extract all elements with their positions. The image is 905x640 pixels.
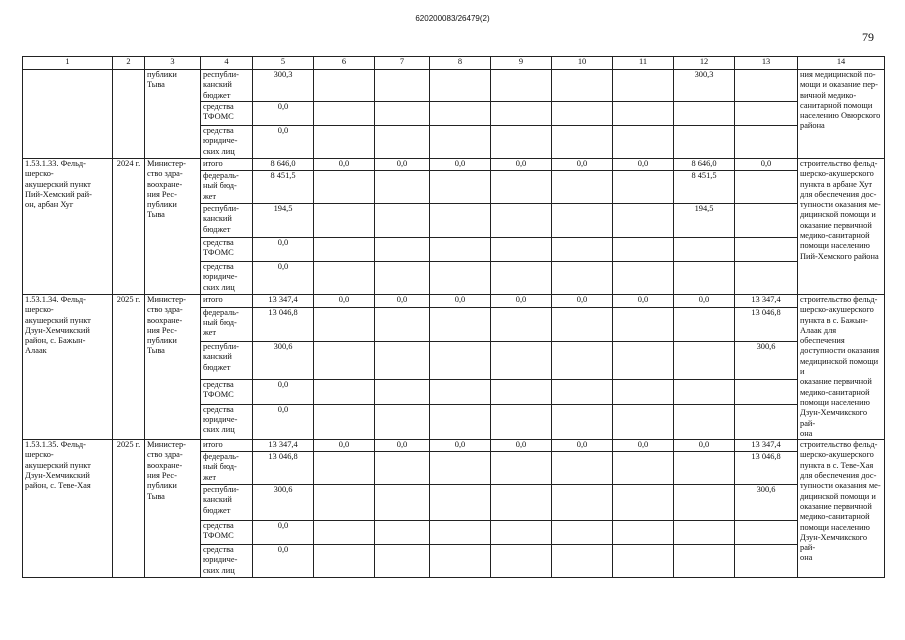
empty-cell [375,70,430,102]
period-value-cell: 0,0 [314,440,375,452]
table-row [23,295,885,308]
total-cell: 13 347,4 [253,440,314,452]
year-2025-cell [735,171,798,204]
period-value-cell: 0,0 [613,295,674,308]
year-2025-cell: 13 046,8 [735,452,798,485]
table-row [23,70,885,102]
period-value-cell [430,452,491,485]
funding-source-cell: республи- канский бюджет [201,341,253,379]
period-value-cell [613,379,674,404]
year-2025-cell: 300,6 [735,485,798,521]
column-header: 14 [798,57,885,70]
year-2024-cell: 0,0 [674,295,735,308]
period-value-cell [613,452,674,485]
period-value-cell [552,238,613,262]
period-value-cell [613,307,674,341]
total-cell: 0,0 [253,521,314,545]
year-cell: 2025 г. [113,440,145,578]
period-value-cell [430,521,491,545]
period-value-cell [552,171,613,204]
period-value-cell [491,485,552,521]
year-cell: 2025 г. [113,295,145,440]
period-value-cell [430,171,491,204]
period-value-cell [375,485,430,521]
year-2024-cell [674,307,735,341]
year-2024-cell [674,262,735,295]
funding-source-cell: итого [201,440,253,452]
year-2025-cell [735,262,798,295]
period-value-cell [314,204,375,238]
period-value-cell [375,307,430,341]
executor-cell: публики Тыва [145,70,201,159]
period-value-cell [314,341,375,379]
funding-source-cell: федераль- ный бюд- жет [201,452,253,485]
column-header: 3 [145,57,201,70]
total-cell: 0,0 [253,545,314,578]
period-value-cell [375,545,430,578]
period-value-cell [491,171,552,204]
funding-source-cell: республи- канский бюджет [201,204,253,238]
result-cell: строительство фельд- шерско-акушерского пункта в с. Теве-Хая для обеспечения дос- тупности оказания ме- дицинской помощи и оказание первичной медико-санитарной помощи населению Дзун-Хемчикского рай- она [798,440,885,578]
year-2025-cell [735,204,798,238]
period-value-cell [430,307,491,341]
year-2024-cell: 8 451,5 [674,171,735,204]
period-value-cell [613,485,674,521]
total-cell: 8 646,0 [253,159,314,171]
year-cell: 2024 г. [113,159,145,295]
funding-source-cell: средства юридиче- ских лиц [201,262,253,295]
period-value-cell: 0,0 [491,440,552,452]
period-value-cell [314,545,375,578]
funding-source-cell: итого [201,295,253,308]
funding-source-cell: средства юридиче- ских лиц [201,545,253,578]
column-header: 13 [735,57,798,70]
column-header: 9 [491,57,552,70]
period-value-cell [491,521,552,545]
period-value-cell [430,204,491,238]
year-2025-cell: 0,0 [735,159,798,171]
column-header: 11 [613,57,674,70]
empty-cell [314,126,375,159]
period-value-cell [491,238,552,262]
period-value-cell: 0,0 [314,295,375,308]
period-value-cell [430,341,491,379]
period-value-cell [552,262,613,295]
year-2024-cell [674,379,735,404]
period-value-cell: 0,0 [552,295,613,308]
period-value-cell [375,204,430,238]
period-value-cell [552,452,613,485]
period-value-cell [613,521,674,545]
column-header-row [23,57,885,70]
year-2025-cell [735,521,798,545]
empty-cell [375,102,430,126]
executor-cell: Министер- ство здра- воохране- ния Рес- публики Тыва [145,159,201,295]
period-value-cell [552,404,613,440]
period-value-cell [491,379,552,404]
period-value-cell [430,238,491,262]
year-2024-cell [674,126,735,159]
period-value-cell [375,452,430,485]
project-name-cell: 1.53.1.33. Фельд- шерско- акушерский пункт Пий-Хемский рай- он, арбан Хуг [23,159,113,295]
total-cell: 0,0 [253,379,314,404]
period-value-cell [375,262,430,295]
year-2025-cell [735,126,798,159]
period-value-cell: 0,0 [430,440,491,452]
period-value-cell [491,452,552,485]
total-cell: 300,6 [253,341,314,379]
period-value-cell [430,262,491,295]
column-header: 6 [314,57,375,70]
column-header: 12 [674,57,735,70]
year-2025-cell: 300,6 [735,341,798,379]
period-value-cell [552,307,613,341]
total-cell: 0,0 [253,238,314,262]
empty-cell [491,102,552,126]
project-name-cell [23,70,113,159]
empty-cell [491,70,552,102]
period-value-cell [613,171,674,204]
empty-cell [552,102,613,126]
total-cell: 194,5 [253,204,314,238]
result-cell: строительство фельд- шерско-акушерского пункта в с. Бажын- Алаак для обеспечения доступности оказания медицинской помощи и оказание первичной медико-санитарной помощи населению Дзун-Хемчикского рай- она [798,295,885,440]
empty-cell [430,102,491,126]
executor-cell: Министер- ство здра- воохране- ния Рес- публики Тыва [145,440,201,578]
period-value-cell [552,485,613,521]
year-2024-cell: 300,3 [674,70,735,102]
empty-cell [552,126,613,159]
period-value-cell [552,379,613,404]
year-2024-cell [674,341,735,379]
empty-cell [375,126,430,159]
year-2024-cell [674,452,735,485]
year-2025-cell [735,102,798,126]
total-cell: 13 046,8 [253,452,314,485]
funding-source-cell: средства юридиче- ских лиц [201,404,253,440]
period-value-cell [613,238,674,262]
column-header: 10 [552,57,613,70]
year-2024-cell: 8 646,0 [674,159,735,171]
funding-source-cell: средства юридиче- ских лиц [201,126,253,159]
period-value-cell [314,379,375,404]
year-2025-cell [735,379,798,404]
funding-source-cell: средства ТФОМС [201,521,253,545]
year-2024-cell [674,545,735,578]
period-value-cell [314,485,375,521]
document-id: 620200083/26479(2) [415,14,490,23]
period-value-cell [552,204,613,238]
total-cell: 0,0 [253,262,314,295]
period-value-cell [430,404,491,440]
period-value-cell: 0,0 [552,440,613,452]
period-value-cell [613,262,674,295]
empty-cell [613,70,674,102]
period-value-cell [430,545,491,578]
year-2024-cell [674,102,735,126]
column-header: 1 [23,57,113,70]
period-value-cell [491,262,552,295]
project-name-cell: 1.53.1.35. Фельд- шерско- акушерский пункт Дзун-Хемчикский район, с. Теве-Хая [23,440,113,578]
period-value-cell [613,404,674,440]
total-cell: 300,3 [253,70,314,102]
budget-table [22,56,885,578]
year-2024-cell [674,485,735,521]
total-cell: 0,0 [253,126,314,159]
period-value-cell [552,521,613,545]
project-name-cell: 1.53.1.34. Фельд- шерско- акушерский пункт Дзун-Хемчикский район, с. Бажын- Алаак [23,295,113,440]
funding-source-cell: итого [201,159,253,171]
empty-cell [314,70,375,102]
period-value-cell [491,307,552,341]
total-cell: 8 451,5 [253,171,314,204]
year-2025-cell: 13 347,4 [735,440,798,452]
year-2025-cell [735,545,798,578]
period-value-cell [430,485,491,521]
period-value-cell [314,521,375,545]
total-cell: 13 046,8 [253,307,314,341]
year-2025-cell: 13 046,8 [735,307,798,341]
funding-source-cell: федераль- ный бюд- жет [201,171,253,204]
period-value-cell [375,171,430,204]
period-value-cell [613,545,674,578]
year-2024-cell: 0,0 [674,440,735,452]
period-value-cell: 0,0 [491,159,552,171]
column-header: 7 [375,57,430,70]
funding-source-cell: республи- канский бюджет [201,70,253,102]
result-cell: строительство фельд- шерско-акушерского пункта в арбане Хут для обеспечения дос- тупности оказания ме- дицинской помощи и оказание первичной медико-санитарной помощи населению Пий-Хемского района [798,159,885,295]
period-value-cell: 0,0 [491,295,552,308]
total-cell: 13 347,4 [253,295,314,308]
period-value-cell [491,341,552,379]
empty-cell [314,102,375,126]
period-value-cell [430,379,491,404]
year-2025-cell [735,70,798,102]
period-value-cell: 0,0 [430,159,491,171]
period-value-cell [552,545,613,578]
period-value-cell [491,545,552,578]
column-header: 8 [430,57,491,70]
year-2025-cell: 13 347,4 [735,295,798,308]
period-value-cell [491,404,552,440]
period-value-cell [613,341,674,379]
period-value-cell [314,452,375,485]
period-value-cell [314,307,375,341]
period-value-cell [375,341,430,379]
table-row [23,159,885,171]
empty-cell [430,126,491,159]
year-2024-cell [674,238,735,262]
funding-source-cell: средства ТФОМС [201,238,253,262]
period-value-cell: 0,0 [375,295,430,308]
total-cell: 300,6 [253,485,314,521]
empty-cell [552,70,613,102]
result-cell: ния медицинской по- мощи и оказание пер- вичной медико- санитарной помощи населению Овюрского района [798,70,885,159]
table-row [23,440,885,452]
period-value-cell [552,341,613,379]
period-value-cell [375,404,430,440]
period-value-cell [375,238,430,262]
period-value-cell [314,171,375,204]
column-header: 4 [201,57,253,70]
year-2025-cell [735,404,798,440]
period-value-cell: 0,0 [314,159,375,171]
empty-cell [430,70,491,102]
period-value-cell [314,404,375,440]
funding-source-cell: средства ТФОМС [201,102,253,126]
period-value-cell [375,521,430,545]
period-value-cell [491,204,552,238]
total-cell: 0,0 [253,404,314,440]
executor-cell: Министер- ство здра- воохране- ния Рес- публики Тыва [145,295,201,440]
period-value-cell: 0,0 [375,440,430,452]
period-value-cell: 0,0 [375,159,430,171]
period-value-cell [314,238,375,262]
column-header: 5 [253,57,314,70]
period-value-cell [613,204,674,238]
period-value-cell: 0,0 [613,440,674,452]
funding-source-cell: республи- канский бюджет [201,485,253,521]
total-cell: 0,0 [253,102,314,126]
year-2024-cell [674,404,735,440]
period-value-cell [314,262,375,295]
year-2024-cell [674,521,735,545]
period-value-cell: 0,0 [613,159,674,171]
year-2025-cell [735,238,798,262]
page-number: 79 [862,30,874,44]
year-cell [113,70,145,159]
column-header: 2 [113,57,145,70]
empty-cell [613,126,674,159]
empty-cell [491,126,552,159]
year-2024-cell: 194,5 [674,204,735,238]
period-value-cell: 0,0 [552,159,613,171]
period-value-cell: 0,0 [430,295,491,308]
funding-source-cell: федераль- ный бюд- жет [201,307,253,341]
funding-source-cell: средства ТФОМС [201,379,253,404]
empty-cell [613,102,674,126]
period-value-cell [375,379,430,404]
